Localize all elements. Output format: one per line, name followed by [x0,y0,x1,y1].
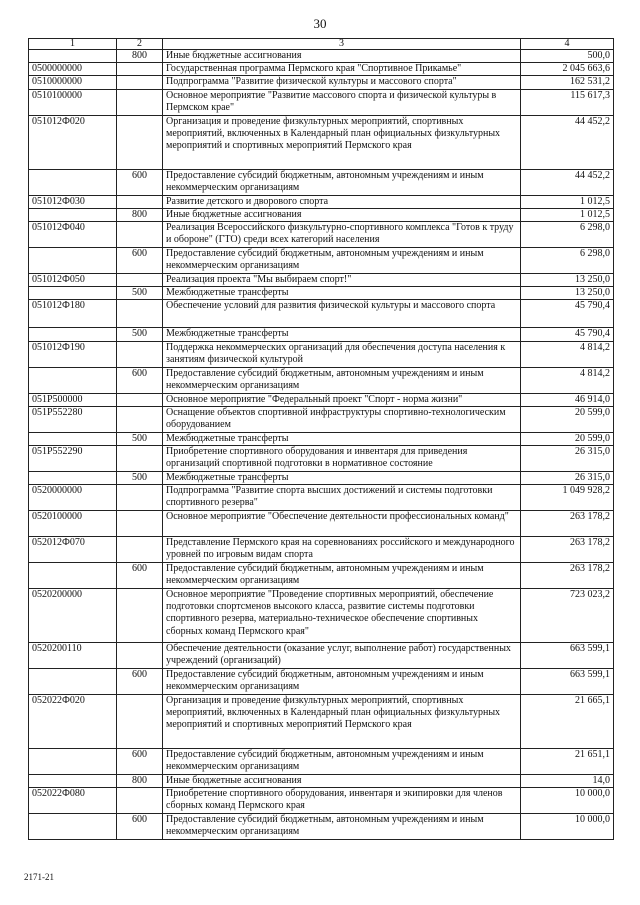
column-header-expense-type: 2 [117,39,163,50]
cell-expense-type: 600 [117,563,163,589]
cell-code: 052022Ф020 [29,695,117,749]
cell-name: Предоставление субсидий бюджетным, автономным учреждениям и иным некоммерческим организациям [163,247,521,273]
cell-name: Иные бюджетные ассигнования [163,775,521,788]
document-footer-code: 2171-21 [24,872,54,882]
table-row [29,169,614,195]
table-row [29,695,614,749]
table-row [29,563,614,589]
table-row [29,814,614,840]
table-row [29,50,614,63]
table-row [29,643,614,669]
cell-name: Реализация Всероссийского физкультурно-спортивного комплекса "Готов к труду и обороне" (ГТО) среди всех категорий населения [163,221,521,247]
cell-code: 051012Ф030 [29,195,117,208]
column-header-amount: 4 [521,39,614,50]
cell-amount: 263 178,2 [521,563,614,589]
cell-amount: 20 599,0 [521,432,614,445]
cell-expense-type: 500 [117,432,163,445]
cell-name: Организация и проведение физкультурных мероприятий, спортивных мероприятий, включенных в Календарный план официальных физкультурных мероприятий и спортивных мероприятий Пермского края [163,695,521,749]
cell-name: Предоставление субсидий бюджетным, автономным учреждениям и иным некоммерческим организациям [163,563,521,589]
cell-amount: 6 298,0 [521,221,614,247]
column-header-code: 1 [29,39,117,50]
cell-amount: 1 049 928,2 [521,485,614,511]
cell-expense-type: 800 [117,50,163,63]
cell-expense-type: 500 [117,328,163,341]
cell-name: Организация и проведение физкультурных мероприятий, спортивных мероприятий, включенных в Календарный план официальных физкультурных мероприятий и спортивных мероприятий Пермского края [163,115,521,169]
cell-code [29,563,117,589]
cell-expense-type [117,788,163,814]
cell-amount: 663 599,1 [521,643,614,669]
cell-name: Поддержка некоммерческих организаций для обеспечения доступа населения к занятиям физической культурой [163,341,521,367]
cell-amount: 26 315,0 [521,471,614,484]
cell-expense-type: 600 [117,814,163,840]
cell-code [29,287,117,300]
cell-name: Предоставление субсидий бюджетным, автономным учреждениям и иным некоммерческим организациям [163,814,521,840]
table-row [29,788,614,814]
table-row [29,300,614,328]
cell-code: 051P552280 [29,406,117,432]
cell-expense-type [117,195,163,208]
cell-code [29,432,117,445]
cell-amount: 20 599,0 [521,406,614,432]
cell-code: 0500000000 [29,63,117,76]
cell-expense-type [117,63,163,76]
cell-code [29,247,117,273]
cell-name: Основное мероприятие "Развитие массового спорта и физической культуры в Пермском крае" [163,89,521,115]
cell-expense-type: 600 [117,247,163,273]
cell-expense-type [117,89,163,115]
table-row [29,511,614,537]
table-row [29,63,614,76]
cell-amount: 45 790,4 [521,328,614,341]
cell-expense-type: 800 [117,775,163,788]
cell-name: Обеспечение условий для развития физической культуры и массового спорта [163,300,521,328]
cell-name: Межбюджетные трансферты [163,432,521,445]
cell-name: Межбюджетные трансферты [163,471,521,484]
cell-code: 051012Ф020 [29,115,117,169]
cell-expense-type: 600 [117,749,163,775]
cell-code: 051012Ф190 [29,341,117,367]
cell-name: Иные бюджетные ассигнования [163,50,521,63]
page-number: 30 [313,16,327,31]
cell-expense-type: 600 [117,669,163,695]
table-row [29,208,614,221]
table-row [29,247,614,273]
cell-code [29,775,117,788]
cell-expense-type [117,511,163,537]
cell-name: Развитие детского и дворового спорта [163,195,521,208]
cell-code [29,367,117,393]
cell-name: Предоставление субсидий бюджетным, автономным учреждениям и иным некоммерческим организациям [163,367,521,393]
column-header-name: 3 [163,39,521,50]
budget-table [28,38,614,840]
cell-amount: 500,0 [521,50,614,63]
cell-code: 051012Ф040 [29,221,117,247]
cell-amount: 162 531,2 [521,76,614,89]
cell-amount: 263 178,2 [521,511,614,537]
cell-name: Подпрограмма "Развитие физической культуры и массового спорта" [163,76,521,89]
cell-expense-type [117,273,163,286]
table-row [29,406,614,432]
table-row [29,341,614,367]
cell-code: 051P552290 [29,445,117,471]
cell-code: 052022Ф080 [29,788,117,814]
table-row [29,328,614,341]
cell-expense-type: 500 [117,471,163,484]
cell-expense-type [117,445,163,471]
table-row [29,89,614,115]
cell-expense-type [117,221,163,247]
cell-name: Реализация проекта "Мы выбираем спорт!" [163,273,521,286]
cell-code: 052012Ф070 [29,537,117,563]
cell-code: 0520000000 [29,485,117,511]
table-row [29,432,614,445]
table-row [29,393,614,406]
cell-expense-type: 600 [117,367,163,393]
cell-amount: 4 814,2 [521,341,614,367]
table-row [29,471,614,484]
cell-expense-type: 800 [117,208,163,221]
cell-code [29,669,117,695]
cell-expense-type [117,537,163,563]
cell-code: 0510000000 [29,76,117,89]
cell-amount: 10 000,0 [521,814,614,840]
cell-code: 0520200000 [29,589,117,643]
cell-name: Предоставление субсидий бюджетным, автономным учреждениям и иным некоммерческим организациям [163,169,521,195]
cell-code [29,814,117,840]
table-header-row [29,39,614,50]
cell-amount: 44 452,2 [521,169,614,195]
cell-code: 051012Ф180 [29,300,117,328]
cell-expense-type [117,643,163,669]
cell-expense-type: 600 [117,169,163,195]
cell-name: Подпрограмма "Развитие спорта высших достижений и системы подготовки спортивного резерва" [163,485,521,511]
cell-amount: 14,0 [521,775,614,788]
table-row [29,367,614,393]
cell-expense-type: 500 [117,287,163,300]
cell-expense-type [117,406,163,432]
cell-name: Обеспечение деятельности (оказание услуг, выполнение работ) государственных учреждений (организаций) [163,643,521,669]
table-row [29,669,614,695]
cell-code [29,471,117,484]
cell-amount: 13 250,0 [521,287,614,300]
cell-amount: 6 298,0 [521,247,614,273]
cell-name: Государственная программа Пермского края "Спортивное Прикамье" [163,63,521,76]
cell-expense-type [117,393,163,406]
cell-amount: 4 814,2 [521,367,614,393]
cell-name: Предоставление субсидий бюджетным, автономным учреждениям и иным некоммерческим организациям [163,749,521,775]
cell-amount: 263 178,2 [521,537,614,563]
cell-name: Основное мероприятие "Обеспечение деятельности профессиональных команд" [163,511,521,537]
table-row [29,537,614,563]
table-row [29,445,614,471]
table-row [29,485,614,511]
table-row [29,589,614,643]
cell-code [29,208,117,221]
cell-name: Оснащение объектов спортивной инфраструктуры спортивно-технологическим оборудованием [163,406,521,432]
cell-amount: 10 000,0 [521,788,614,814]
cell-code [29,749,117,775]
cell-amount: 13 250,0 [521,273,614,286]
table-row [29,749,614,775]
cell-name: Приобретение спортивного оборудования, инвентаря и экипировки для членов сборных команд Пермского края [163,788,521,814]
cell-amount: 44 452,2 [521,115,614,169]
table-row [29,221,614,247]
cell-code: 0520100000 [29,511,117,537]
cell-amount: 663 599,1 [521,669,614,695]
cell-amount: 2 045 663,6 [521,63,614,76]
cell-amount: 46 914,0 [521,393,614,406]
cell-code: 051012Ф050 [29,273,117,286]
cell-amount: 1 012,5 [521,208,614,221]
cell-expense-type [117,115,163,169]
table-row [29,76,614,89]
cell-code [29,169,117,195]
cell-amount: 115 617,3 [521,89,614,115]
cell-amount: 45 790,4 [521,300,614,328]
cell-name: Основное мероприятие "Проведение спортивных мероприятий, обеспечение подготовки спортсменов высокого класса, развитие системы подготовки спортивного резерва, материально-техническое обеспечение спортивных сборных команд Пермского края" [163,589,521,643]
cell-name: Межбюджетные трансферты [163,328,521,341]
cell-code: 051P500000 [29,393,117,406]
cell-name: Иные бюджетные ассигнования [163,208,521,221]
cell-name: Предоставление субсидий бюджетным, автономным учреждениям и иным некоммерческим организациям [163,669,521,695]
cell-amount: 1 012,5 [521,195,614,208]
cell-expense-type [117,76,163,89]
table-body [29,50,614,840]
cell-amount: 26 315,0 [521,445,614,471]
cell-code [29,328,117,341]
table-row [29,115,614,169]
cell-expense-type [117,589,163,643]
table-row [29,195,614,208]
cell-name: Представление Пермского края на соревнованиях российского и международного уровней по игровым видам спорта [163,537,521,563]
table-row [29,273,614,286]
cell-name: Межбюджетные трансферты [163,287,521,300]
cell-expense-type [117,300,163,328]
cell-expense-type [117,341,163,367]
table-row [29,287,614,300]
cell-amount: 723 023,2 [521,589,614,643]
cell-amount: 21 651,1 [521,749,614,775]
cell-code [29,50,117,63]
table-row [29,775,614,788]
cell-expense-type [117,485,163,511]
cell-amount: 21 665,1 [521,695,614,749]
cell-code: 0510100000 [29,89,117,115]
cell-name: Основное мероприятие "Федеральный проект "Спорт - норма жизни" [163,393,521,406]
cell-name: Приобретение спортивного оборудования и инвентаря для приведения организаций спортивной подготовки в нормативное состояние [163,445,521,471]
cell-expense-type [117,695,163,749]
cell-code: 0520200110 [29,643,117,669]
